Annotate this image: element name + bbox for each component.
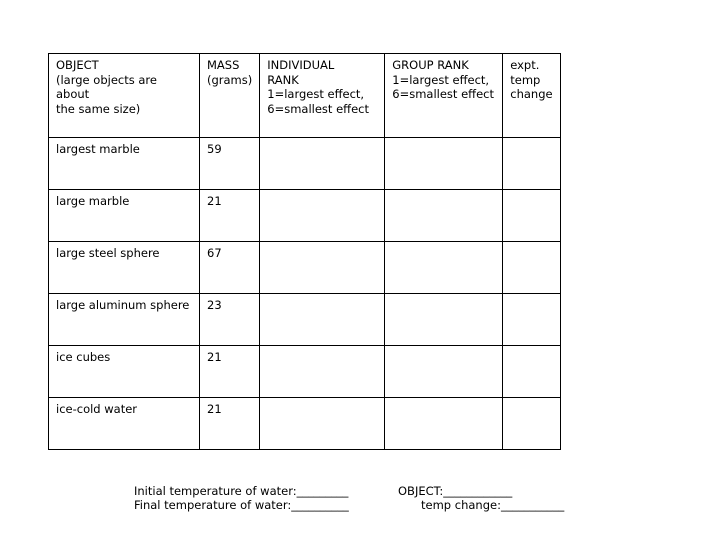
cell-mass: 21: [200, 346, 260, 398]
table-row: [49, 242, 561, 294]
water-temperature-fields: [134, 484, 349, 512]
cell-temp-change[interactable]: [503, 294, 560, 346]
cell-individual-rank[interactable]: [260, 346, 385, 398]
cell-mass: 21: [200, 190, 260, 242]
cell-group-rank[interactable]: [385, 294, 503, 346]
cell-object: large aluminum sphere: [49, 294, 200, 346]
cell-temp-change[interactable]: [503, 398, 560, 450]
header-individual-rank: INDIVIDUAL RANK 1=largest effect, 6=smallest effect: [260, 54, 385, 138]
cell-object: ice-cold water: [49, 398, 200, 450]
cell-object: ice cubes: [49, 346, 200, 398]
cell-temp-change[interactable]: [503, 138, 560, 190]
ranking-table: [48, 53, 561, 450]
cell-temp-change[interactable]: [503, 190, 560, 242]
cell-group-rank[interactable]: [385, 138, 503, 190]
initial-temperature-label[interactable]: Initial temperature of water:_________: [134, 484, 349, 498]
cell-individual-rank[interactable]: [260, 138, 385, 190]
cell-group-rank[interactable]: [385, 242, 503, 294]
cell-group-rank[interactable]: [385, 346, 503, 398]
cell-object: largest marble: [49, 138, 200, 190]
cell-individual-rank[interactable]: [260, 398, 385, 450]
object-result-fields: [398, 484, 564, 512]
cell-mass: 59: [200, 138, 260, 190]
cell-group-rank[interactable]: [385, 190, 503, 242]
object-label[interactable]: OBJECT:____________: [398, 484, 513, 498]
cell-temp-change[interactable]: [503, 242, 560, 294]
cell-mass: 23: [200, 294, 260, 346]
header-temp-change: expt. temp change: [503, 54, 560, 138]
table-row: [49, 346, 561, 398]
header-group-rank: GROUP RANK 1=largest effect, 6=smallest effect: [385, 54, 503, 138]
cell-mass: 21: [200, 398, 260, 450]
cell-individual-rank[interactable]: [260, 190, 385, 242]
cell-temp-change[interactable]: [503, 346, 560, 398]
table-header-row: [49, 54, 561, 138]
temp-change-label[interactable]: temp change:___________: [421, 498, 565, 512]
header-object: OBJECT (large objects are about the same size): [49, 54, 200, 138]
table-row: [49, 138, 561, 190]
final-temperature-label[interactable]: Final temperature of water:__________: [134, 498, 349, 512]
cell-individual-rank[interactable]: [260, 294, 385, 346]
table-row: [49, 398, 561, 450]
header-mass: MASS (grams): [200, 54, 260, 138]
table-row: [49, 294, 561, 346]
cell-mass: 67: [200, 242, 260, 294]
cell-group-rank[interactable]: [385, 398, 503, 450]
table-row: [49, 190, 561, 242]
cell-object: large steel sphere: [49, 242, 200, 294]
cell-individual-rank[interactable]: [260, 242, 385, 294]
cell-object: large marble: [49, 190, 200, 242]
